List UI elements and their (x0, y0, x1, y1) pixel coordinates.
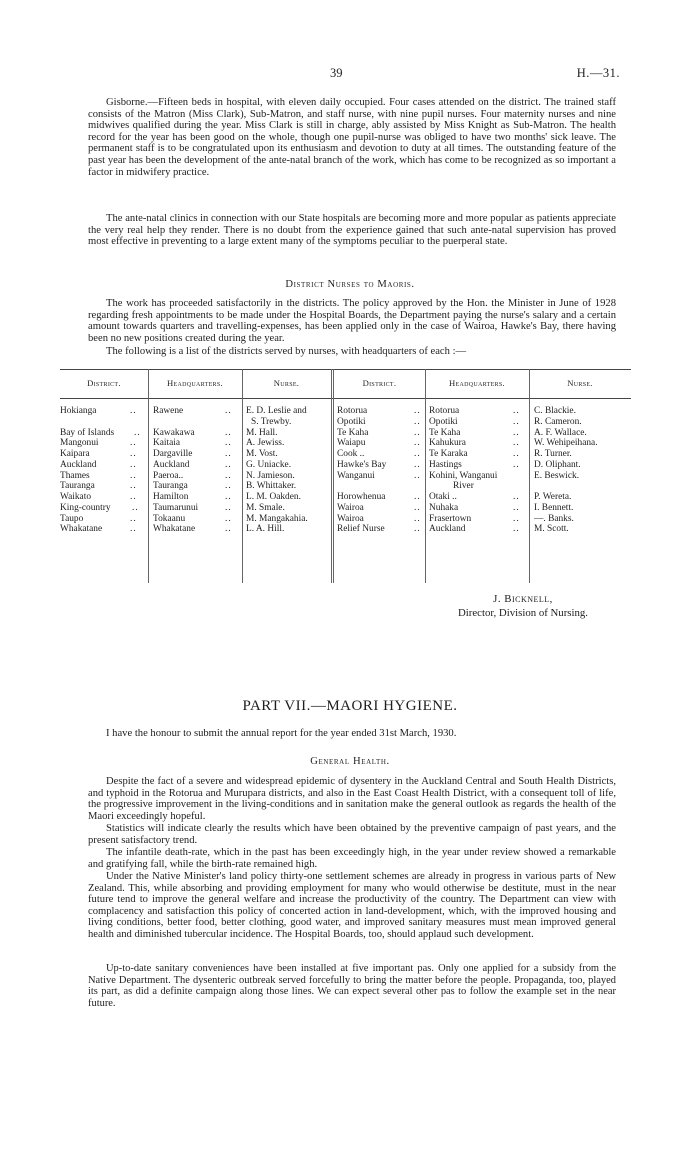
district-cell: Opotiki (337, 416, 366, 427)
page-header (0, 66, 700, 82)
antenatal-paragraph: The ante-natal clinics in connection with our State hospitals are becoming more and more popular as patients appreciate the very real help they render. There is no doubt from the experience gained that such ante-natal supervision has proved most effective in preventing to a large extent many of the symptoms peculiar to the puerperal state. (88, 213, 616, 248)
general-health-heading: General Health. (310, 756, 390, 767)
district-cell: Auckland (60, 459, 97, 470)
district-cell: Hawke's Bay (337, 459, 387, 470)
header-nurse: Nurse. (273, 378, 300, 388)
headquarters-cell: Te Kaha (429, 427, 461, 438)
headquarters-cell: Whakatane (153, 524, 196, 535)
report-intro: I have the honour to submit the annual report for the year ended 31st March, 1930. (106, 728, 457, 739)
district-cell: Mangonui (60, 438, 99, 449)
headquarters-cell: Frasertown (429, 513, 472, 524)
nurse-cell: —. Banks. (534, 513, 574, 524)
nurse-cell: W. Wehipeihana. (534, 438, 598, 449)
death-rate-paragraph: The infantile death-rate, which in the past has been exceedingly high, in the year under review showed a remarkable and gratifying fall, while the birth-rate remained high. (88, 847, 616, 870)
leader-dots: .. (134, 427, 141, 438)
gisborne-paragraph: Gisborne.—Fifteen beds in hospital, with eleven daily occupied. Four cases attended on the district. The trained staff consists of the Matron (Miss Clark), Sub-Matron, and staff nurse, with nine pupil nurses. Four maternity nurses and nine midwives qualified during the year. Miss Clark is still in charge, ably assisted by Miss Knight as Sub-Matron. The health record for the year has been good on the whole, though one pupil-nurse was obliged to have two months' sick leave. The permanent staff is to be congratulated upon its enthusiasm and devotion to duty at all times. The outstanding feature of the past year has been the development of the ante-natal branch of the work, which has come to be recognized as so important a factor in midwifery practice. (88, 97, 616, 178)
nurse-cell: L. A. Hill. (246, 524, 285, 535)
headquarters-cell: Te Karaka (429, 449, 468, 459)
headquarters-cell: River (453, 481, 474, 492)
header-district: District. (362, 378, 397, 388)
headquarters-cell: Kohini, Wanganui (429, 470, 498, 481)
leader-dots: .. (513, 427, 520, 438)
nurse-cell: E. Beswick. (534, 470, 580, 481)
leader-dots: .. (414, 470, 421, 481)
district-cell: Wanganui (337, 470, 375, 481)
leader-dots: .. (225, 438, 232, 449)
district-cell: Tauranga (60, 481, 95, 492)
headquarters-cell: Paeroa.. (153, 470, 184, 481)
leader-dots: .. (513, 492, 520, 502)
headquarters-cell: Opotiki (429, 416, 458, 427)
district-work-paragraph: The work has proceeded satisfactorily in the districts. The policy approved by the Hon. the Minister in June of 1928 regarding fresh appointments to be made under the Hospital Boards, the Department paying the nurse's salary and a certain amount towards quarters and travelling-expenses, has been applied only in the case of Wairoa, Hawke's Bay, there having been no new positions created during the year. (88, 298, 616, 344)
district-cell: Cook .. (337, 449, 365, 459)
headquarters-cell: Rotorua (429, 406, 460, 416)
headquarters-cell: Dargaville (153, 449, 193, 459)
leader-dots: .. (225, 513, 232, 524)
header-nurse: Nurse. (567, 378, 593, 388)
nurse-cell: I. Bennett. (534, 502, 574, 513)
header-district: District. (87, 378, 121, 388)
district-cell: Te Kaha (337, 427, 369, 438)
district-cell: Rotorua (337, 406, 368, 416)
leader-dots: .. (414, 459, 421, 470)
leader-dots: .. (414, 427, 421, 438)
district-cell: Kaipara (60, 449, 90, 459)
nurse-cell: L. M. Oakden. (246, 492, 301, 502)
signatory-name: J. Bicknell, (493, 593, 553, 605)
nurse-cell: A. F. Wallace. (534, 427, 587, 438)
leader-dots: .. (130, 449, 137, 459)
headquarters-cell: Auckland (429, 524, 466, 535)
leader-dots: .. (414, 524, 421, 535)
district-cell: Whakatane (60, 524, 103, 535)
nurse-cell: G. Uniacke. (246, 459, 292, 470)
leader-dots: .. (513, 406, 520, 416)
leader-dots: .. (130, 406, 137, 416)
district-cell: Taupo (60, 513, 84, 524)
nurse-cell: M. Vost. (246, 449, 278, 459)
nurse-cell: E. D. Leslie and (246, 406, 307, 416)
headquarters-cell: Kawakawa (153, 427, 195, 438)
page-number: 39 (330, 66, 343, 80)
district-cell: Waikato (60, 492, 92, 502)
leader-dots: .. (414, 449, 421, 459)
nurse-cell: A. Jewiss. (246, 438, 285, 449)
leader-dots: .. (225, 470, 232, 481)
document-reference: H.—31. (576, 66, 620, 80)
part-title: PART VII.—MAORI HYGIENE. (242, 698, 458, 714)
leader-dots: .. (130, 481, 137, 492)
signatory-title: Director, Division of Nursing. (457, 607, 588, 619)
headquarters-cell: Tokaanu (153, 513, 186, 524)
nurse-cell: D. Oliphant. (534, 459, 581, 470)
header-headquarters: Headquarters. (167, 378, 223, 388)
header-headquarters: Headquarters. (449, 378, 505, 388)
leader-dots: .. (513, 416, 520, 427)
leader-dots: .. (513, 524, 520, 535)
table-row (60, 524, 631, 535)
leader-dots: .. (225, 427, 232, 438)
sanitary-paragraph: Up-to-date sanitary conveniences have been installed at five important pas. Only one applied for a subsidy from the Native Department. The dysenteric outbreak served forcefully to bring the matter before the people. Propaganda, too, played its part, as did a definite campaign along those lines. We can expect several other pas to follow the example set in the near future. (88, 963, 616, 1009)
district-cell: King-country (60, 502, 111, 513)
signature-block (428, 592, 618, 620)
leader-dots: .. (414, 416, 421, 427)
epidemic-paragraph: Despite the fact of a severe and widespread epidemic of dysentery in the Auckland Central and South Health Districts, and typhoid in the Rotorua and Murupara districts, and also in the East Coast Health District, with a consequent toll of life, the progressive improvement in the living-conditions and in sanitation make the general outlook as regards the health of the Maori exceedingly hopeful. (88, 776, 616, 822)
district-cell: Bay of Islands (60, 427, 115, 438)
district-list-intro: The following is a list of the districts served by nurses, with headquarters of each :— (106, 346, 467, 357)
district-nurses-heading: District Nurses to Maoris. (285, 279, 415, 290)
nurse-cell: M. Scott. (534, 524, 569, 535)
district-cell: Waiapu (337, 438, 366, 449)
nurse-cell: N. Jamieson. (246, 470, 295, 481)
district-cell: Thames (60, 470, 90, 481)
table-row (60, 514, 631, 525)
nurse-cell: M. Smale. (246, 502, 285, 513)
leader-dots: .. (130, 524, 137, 535)
nurse-cell: M. Hall. (246, 427, 278, 438)
headquarters-cell: Rawene (153, 406, 184, 416)
leader-dots: .. (130, 492, 137, 502)
leader-dots: .. (513, 502, 520, 513)
nurse-cell: R. Turner. (534, 449, 572, 459)
leader-dots: .. (225, 524, 232, 535)
nurse-cell: R. Cameron. (534, 416, 582, 427)
leader-dots: .. (513, 459, 520, 470)
leader-dots: .. (130, 513, 137, 524)
table-row (60, 417, 631, 428)
district-cell: Hokianga (60, 406, 97, 416)
leader-dots: .. (225, 406, 232, 416)
leader-dots: .. (130, 459, 137, 470)
land-policy-paragraph: Under the Native Minister's land policy thirty-one settlement schemes are already in progress in various parts of New Zealand. This, while absorbing and providing employment for many who would otherwise be destitute, must in the near future tend to improve the general welfare and increase the productivity of the country. The Department can view with complacency and satisfaction this policy of concerted action in land-development, which, with the improved housing and living conditions, better food, better clothing, good water, and improved sanitary measures must mean improved general health and diminished tubercular incidence. The Hospital Boards, too, should applaud such development. (88, 871, 616, 940)
leader-dots: .. (414, 438, 421, 449)
leader-dots: .. (513, 513, 520, 524)
table-row (60, 492, 631, 503)
leader-dots: .. (225, 502, 232, 513)
district-cell: Wairoa (337, 513, 364, 524)
leader-dots: .. (414, 502, 421, 513)
table-row (60, 449, 631, 460)
leader-dots: .. (414, 492, 421, 502)
table-row (60, 460, 631, 471)
nurse-cell: S. Trewby. (251, 416, 292, 427)
nurse-cell: B. Whittaker. (246, 481, 297, 492)
headquarters-cell: Taumarunui (153, 502, 199, 513)
nurse-cell: P. Wereta. (534, 492, 572, 502)
nurse-cell: C. Blackie. (534, 406, 576, 416)
leader-dots: .. (225, 492, 232, 502)
table-top-rule (60, 369, 631, 370)
headquarters-cell: Auckland (153, 459, 190, 470)
table-row (60, 471, 631, 482)
district-cell: Horowhenua (337, 492, 386, 502)
leader-dots: .. (414, 513, 421, 524)
table-row (60, 428, 631, 439)
leader-dots: .. (130, 470, 137, 481)
leader-dots: .. (130, 438, 137, 449)
leader-dots: .. (513, 438, 520, 449)
table-row (60, 406, 631, 417)
headquarters-cell: Otaki .. (429, 492, 457, 502)
table-row (60, 438, 631, 449)
headquarters-cell: Tauranga (153, 481, 188, 492)
leader-dots: .. (225, 481, 232, 492)
nurse-cell: M. Mangakahia. (246, 513, 308, 524)
leader-dots: .. (414, 406, 421, 416)
headquarters-cell: Kahukura (429, 438, 466, 449)
headquarters-cell: Hastings (429, 459, 462, 470)
statistics-paragraph: Statistics will indicate clearly the results which have been obtained by the preventive campaign of past years, and the present satisfactory trend. (88, 823, 616, 846)
leader-dots: .. (513, 449, 520, 459)
leader-dots: .. (225, 449, 232, 459)
headquarters-cell: Hamilton (153, 492, 189, 502)
district-cell: Wairoa (337, 502, 364, 513)
headquarters-cell: Kaitaia (153, 438, 181, 449)
table-row (60, 503, 631, 514)
headquarters-cell: Nuhaka (429, 502, 459, 513)
district-cell: Relief Nurse (337, 524, 385, 535)
leader-dots: .. (225, 459, 232, 470)
table-row (60, 481, 631, 492)
table-body (60, 406, 631, 535)
table-header-rule (60, 398, 631, 399)
leader-dots: .. (132, 502, 139, 513)
